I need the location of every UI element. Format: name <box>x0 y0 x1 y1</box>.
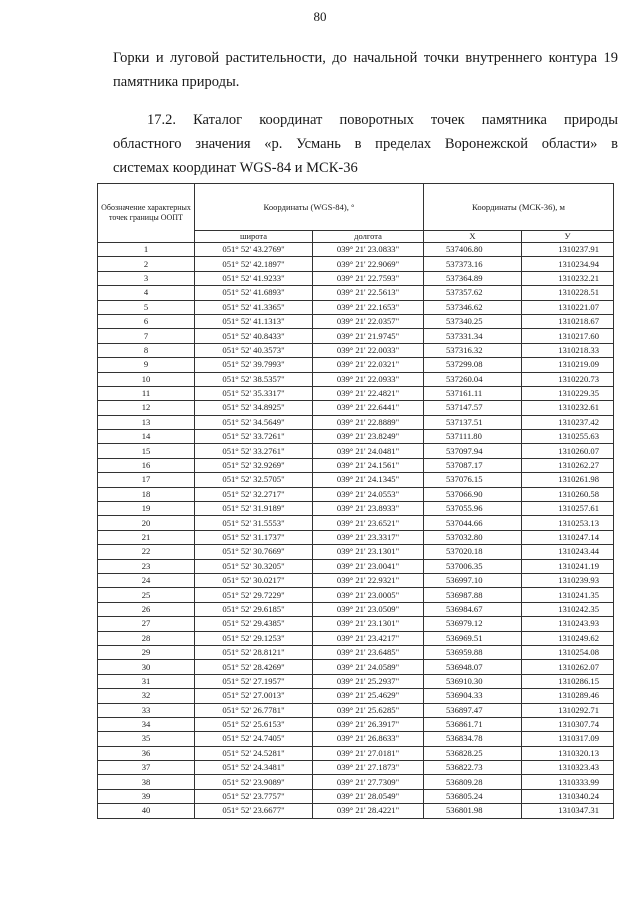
point-number-cell: 27 <box>98 617 195 631</box>
point-number-cell: 7 <box>98 329 195 343</box>
point-number-cell: 19 <box>98 502 195 516</box>
point-number-cell: 1 <box>98 243 195 257</box>
x-cell: 537373.16 <box>424 257 522 271</box>
table-row <box>98 732 614 746</box>
longitude-cell: 039° 21' 24.1561" <box>313 458 424 472</box>
latitude-cell: 051° 52' 29.7229" <box>195 588 313 602</box>
x-cell: 537346.62 <box>424 300 522 314</box>
y-cell: 1310333.99 <box>522 775 614 789</box>
y-cell: 1310347.31 <box>522 804 614 818</box>
point-number-cell: 20 <box>98 516 195 530</box>
y-cell: 1310237.42 <box>522 415 614 429</box>
x-cell: 537032.80 <box>424 530 522 544</box>
longitude-cell: 039° 21' 23.1301" <box>313 545 424 559</box>
point-number-cell: 4 <box>98 286 195 300</box>
point-number-cell: 18 <box>98 487 195 501</box>
latitude-cell: 051° 52' 35.3317" <box>195 386 313 400</box>
y-cell: 1310249.62 <box>522 631 614 645</box>
table-row <box>98 588 614 602</box>
section-heading <box>113 108 618 180</box>
table-row <box>98 545 614 559</box>
table-row <box>98 271 614 285</box>
longitude-cell: 039° 21' 23.8933" <box>313 502 424 516</box>
table-row <box>98 804 614 818</box>
table-row <box>98 473 614 487</box>
table-row <box>98 343 614 357</box>
x-cell: 537044.66 <box>424 516 522 530</box>
x-cell: 536979.12 <box>424 617 522 631</box>
x-cell: 537340.25 <box>424 314 522 328</box>
point-number-cell: 8 <box>98 343 195 357</box>
longitude-cell: 039° 21' 27.1873" <box>313 761 424 775</box>
latitude-cell: 051° 52' 24.5281" <box>195 746 313 760</box>
longitude-cell: 039° 21' 26.8633" <box>313 732 424 746</box>
point-number-cell: 36 <box>98 746 195 760</box>
latitude-cell: 051° 52' 29.1253" <box>195 631 313 645</box>
point-number-cell: 34 <box>98 717 195 731</box>
latitude-cell: 051° 52' 43.2769" <box>195 243 313 257</box>
longitude-cell: 039° 21' 23.6521" <box>313 516 424 530</box>
table-header-row <box>98 184 614 231</box>
point-number-cell: 35 <box>98 732 195 746</box>
y-cell: 1310261.98 <box>522 473 614 487</box>
x-cell: 537299.08 <box>424 358 522 372</box>
x-cell: 536897.47 <box>424 703 522 717</box>
y-cell: 1310257.61 <box>522 502 614 516</box>
latitude-cell: 051° 52' 29.4385" <box>195 617 313 631</box>
latitude-cell: 051° 52' 23.7757" <box>195 789 313 803</box>
x-cell: 537076.15 <box>424 473 522 487</box>
table-row <box>98 689 614 703</box>
table-row <box>98 559 614 573</box>
table-row <box>98 257 614 271</box>
longitude-cell: 039° 21' 23.6485" <box>313 645 424 659</box>
latitude-cell: 051° 52' 38.5357" <box>195 372 313 386</box>
point-number-cell: 12 <box>98 401 195 415</box>
x-cell: 537331.34 <box>424 329 522 343</box>
latitude-cell: 051° 52' 23.6677" <box>195 804 313 818</box>
table-row <box>98 631 614 645</box>
longitude-cell: 039° 21' 27.7309" <box>313 775 424 789</box>
y-cell: 1310232.21 <box>522 271 614 285</box>
latitude-cell: 051° 52' 23.9089" <box>195 775 313 789</box>
longitude-cell: 039° 21' 24.0553" <box>313 487 424 501</box>
x-cell: 537147.57 <box>424 401 522 415</box>
longitude-cell: 039° 21' 28.4221" <box>313 804 424 818</box>
latitude-cell: 051° 52' 39.7993" <box>195 358 313 372</box>
point-number-cell: 37 <box>98 761 195 775</box>
x-cell: 536987.88 <box>424 588 522 602</box>
table-row <box>98 286 614 300</box>
x-cell: 536822.73 <box>424 761 522 775</box>
table-row <box>98 372 614 386</box>
table-row <box>98 444 614 458</box>
header-point-designation: Обозначение характерных точек границы ООПТ <box>98 184 195 243</box>
x-cell: 536948.07 <box>424 660 522 674</box>
table-row <box>98 401 614 415</box>
x-cell: 536828.25 <box>424 746 522 760</box>
table-row <box>98 487 614 501</box>
longitude-cell: 039° 21' 22.1653" <box>313 300 424 314</box>
longitude-cell: 039° 21' 23.0833" <box>313 243 424 257</box>
x-cell: 537260.04 <box>424 372 522 386</box>
table-row <box>98 761 614 775</box>
y-cell: 1310255.63 <box>522 430 614 444</box>
table-row <box>98 602 614 616</box>
latitude-cell: 051° 52' 41.9233" <box>195 271 313 285</box>
intro-paragraph <box>113 46 618 94</box>
longitude-cell: 039° 21' 23.8249" <box>313 430 424 444</box>
longitude-cell: 039° 21' 23.0005" <box>313 588 424 602</box>
y-cell: 1310289.46 <box>522 689 614 703</box>
y-cell: 1310286.15 <box>522 674 614 688</box>
table-row <box>98 617 614 631</box>
table-row <box>98 789 614 803</box>
latitude-cell: 051° 52' 31.9189" <box>195 502 313 516</box>
y-cell: 1310229.35 <box>522 386 614 400</box>
latitude-cell: 051° 52' 25.6153" <box>195 717 313 731</box>
longitude-cell: 039° 21' 24.0589" <box>313 660 424 674</box>
point-number-cell: 15 <box>98 444 195 458</box>
point-number-cell: 26 <box>98 602 195 616</box>
point-number-cell: 32 <box>98 689 195 703</box>
table-row <box>98 300 614 314</box>
y-cell: 1310254.08 <box>522 645 614 659</box>
latitude-cell: 051° 52' 31.1737" <box>195 530 313 544</box>
y-cell: 1310292.71 <box>522 703 614 717</box>
point-number-cell: 25 <box>98 588 195 602</box>
point-number-cell: 13 <box>98 415 195 429</box>
table-row <box>98 746 614 760</box>
latitude-cell: 051° 52' 30.7669" <box>195 545 313 559</box>
x-cell: 537316.32 <box>424 343 522 357</box>
table-row <box>98 674 614 688</box>
point-number-cell: 14 <box>98 430 195 444</box>
longitude-cell: 039° 21' 22.5613" <box>313 286 424 300</box>
x-cell: 537097.94 <box>424 444 522 458</box>
y-cell: 1310237.91 <box>522 243 614 257</box>
point-number-cell: 9 <box>98 358 195 372</box>
y-cell: 1310241.19 <box>522 559 614 573</box>
latitude-cell: 051° 52' 34.5649" <box>195 415 313 429</box>
longitude-cell: 039° 21' 23.4217" <box>313 631 424 645</box>
point-number-cell: 22 <box>98 545 195 559</box>
point-number-cell: 29 <box>98 645 195 659</box>
y-cell: 1310242.35 <box>522 602 614 616</box>
latitude-cell: 051° 52' 28.4269" <box>195 660 313 674</box>
longitude-cell: 039° 21' 22.7593" <box>313 271 424 285</box>
latitude-cell: 051° 52' 29.6185" <box>195 602 313 616</box>
latitude-cell: 051° 52' 41.6893" <box>195 286 313 300</box>
x-cell: 537137.51 <box>424 415 522 429</box>
x-cell: 537161.11 <box>424 386 522 400</box>
header-latitude: широта <box>195 231 313 243</box>
latitude-cell: 051° 52' 40.8433" <box>195 329 313 343</box>
y-cell: 1310218.67 <box>522 314 614 328</box>
x-cell: 536834.78 <box>424 732 522 746</box>
latitude-cell: 051° 52' 42.1897" <box>195 257 313 271</box>
x-cell: 537111.80 <box>424 430 522 444</box>
table-row <box>98 458 614 472</box>
longitude-cell: 039° 21' 22.0033" <box>313 343 424 357</box>
longitude-cell: 039° 21' 24.0481" <box>313 444 424 458</box>
longitude-cell: 039° 21' 25.6285" <box>313 703 424 717</box>
x-cell: 536969.51 <box>424 631 522 645</box>
header-msk36: Координаты (МСК-36), м <box>424 184 614 231</box>
latitude-cell: 051° 52' 34.8925" <box>195 401 313 415</box>
point-number-cell: 10 <box>98 372 195 386</box>
y-cell: 1310218.33 <box>522 343 614 357</box>
header-longitude: долгота <box>313 231 424 243</box>
latitude-cell: 051° 52' 27.0013" <box>195 689 313 703</box>
y-cell: 1310239.93 <box>522 573 614 587</box>
table-row <box>98 243 614 257</box>
y-cell: 1310243.44 <box>522 545 614 559</box>
longitude-cell: 039° 21' 27.0181" <box>313 746 424 760</box>
y-cell: 1310243.93 <box>522 617 614 631</box>
point-number-cell: 16 <box>98 458 195 472</box>
latitude-cell: 051° 52' 41.3365" <box>195 300 313 314</box>
x-cell: 537055.96 <box>424 502 522 516</box>
longitude-cell: 039° 21' 23.1301" <box>313 617 424 631</box>
table-row <box>98 645 614 659</box>
table-row <box>98 386 614 400</box>
latitude-cell: 051° 52' 32.5705" <box>195 473 313 487</box>
y-cell: 1310232.61 <box>522 401 614 415</box>
point-number-cell: 40 <box>98 804 195 818</box>
latitude-cell: 051° 52' 28.8121" <box>195 645 313 659</box>
y-cell: 1310228.51 <box>522 286 614 300</box>
latitude-cell: 051° 52' 31.5553" <box>195 516 313 530</box>
latitude-cell: 051° 52' 33.7261" <box>195 430 313 444</box>
intro-line-1: Горки и луговой растительности, до начальной точки внутреннего контура 19 <box>113 50 618 66</box>
table-row <box>98 314 614 328</box>
section-line-2: областного значения «р. Усмань в пределах Воронежской области» в <box>113 136 618 152</box>
latitude-cell: 051° 52' 32.2717" <box>195 487 313 501</box>
x-cell: 536861.71 <box>424 717 522 731</box>
x-cell: 537087.17 <box>424 458 522 472</box>
longitude-cell: 039° 21' 22.4821" <box>313 386 424 400</box>
longitude-cell: 039° 21' 22.9069" <box>313 257 424 271</box>
y-cell: 1310262.07 <box>522 660 614 674</box>
latitude-cell: 051° 52' 27.1957" <box>195 674 313 688</box>
point-number-cell: 11 <box>98 386 195 400</box>
y-cell: 1310262.27 <box>522 458 614 472</box>
table-row <box>98 775 614 789</box>
header-wgs84: Координаты (WGS-84), ° <box>195 184 424 231</box>
point-number-cell: 39 <box>98 789 195 803</box>
latitude-cell: 051° 52' 33.2761" <box>195 444 313 458</box>
latitude-cell: 051° 52' 32.9269" <box>195 458 313 472</box>
table-row <box>98 717 614 731</box>
y-cell: 1310323.43 <box>522 761 614 775</box>
latitude-cell: 051° 52' 30.3205" <box>195 559 313 573</box>
longitude-cell: 039° 21' 28.0549" <box>313 789 424 803</box>
y-cell: 1310307.74 <box>522 717 614 731</box>
longitude-cell: 039° 21' 23.3317" <box>313 530 424 544</box>
longitude-cell: 039° 21' 22.0933" <box>313 372 424 386</box>
table-row <box>98 703 614 717</box>
longitude-cell: 039° 21' 22.8889" <box>313 415 424 429</box>
table-row <box>98 530 614 544</box>
y-cell: 1310320.13 <box>522 746 614 760</box>
table-row <box>98 573 614 587</box>
table-row <box>98 502 614 516</box>
longitude-cell: 039° 21' 22.9321" <box>313 573 424 587</box>
point-number-cell: 23 <box>98 559 195 573</box>
table-row <box>98 430 614 444</box>
longitude-cell: 039° 21' 23.0041" <box>313 559 424 573</box>
latitude-cell: 051° 52' 26.7781" <box>195 703 313 717</box>
longitude-cell: 039° 21' 23.0509" <box>313 602 424 616</box>
table-row <box>98 415 614 429</box>
point-number-cell: 28 <box>98 631 195 645</box>
intro-line-2: памятника природы. <box>113 74 240 90</box>
y-cell: 1310221.07 <box>522 300 614 314</box>
point-number-cell: 3 <box>98 271 195 285</box>
x-cell: 537006.35 <box>424 559 522 573</box>
y-cell: 1310260.07 <box>522 444 614 458</box>
latitude-cell: 051° 52' 24.7405" <box>195 732 313 746</box>
longitude-cell: 039° 21' 21.9745" <box>313 329 424 343</box>
y-cell: 1310247.14 <box>522 530 614 544</box>
coordinates-table <box>97 183 614 819</box>
latitude-cell: 051° 52' 41.1313" <box>195 314 313 328</box>
longitude-cell: 039° 21' 22.0357" <box>313 314 424 328</box>
latitude-cell: 051° 52' 24.3481" <box>195 761 313 775</box>
x-cell: 536997.10 <box>424 573 522 587</box>
table-row <box>98 329 614 343</box>
y-cell: 1310340.24 <box>522 789 614 803</box>
point-number-cell: 24 <box>98 573 195 587</box>
point-number-cell: 38 <box>98 775 195 789</box>
point-number-cell: 31 <box>98 674 195 688</box>
longitude-cell: 039° 21' 25.4629" <box>313 689 424 703</box>
x-cell: 536805.24 <box>424 789 522 803</box>
longitude-cell: 039° 21' 26.3917" <box>313 717 424 731</box>
x-cell: 536809.28 <box>424 775 522 789</box>
x-cell: 537357.62 <box>424 286 522 300</box>
x-cell: 536984.67 <box>424 602 522 616</box>
section-line-1: 17.2. Каталог координат поворотных точек памятника природы <box>147 112 618 128</box>
x-cell: 537066.90 <box>424 487 522 501</box>
x-cell: 536801.98 <box>424 804 522 818</box>
x-cell: 536904.33 <box>424 689 522 703</box>
page-number: 80 <box>313 9 327 24</box>
longitude-cell: 039° 21' 24.1345" <box>313 473 424 487</box>
point-number-cell: 2 <box>98 257 195 271</box>
header-x: X <box>424 231 522 243</box>
y-cell: 1310253.13 <box>522 516 614 530</box>
point-number-cell: 6 <box>98 314 195 328</box>
y-cell: 1310234.94 <box>522 257 614 271</box>
point-number-cell: 5 <box>98 300 195 314</box>
point-number-cell: 17 <box>98 473 195 487</box>
latitude-cell: 051° 52' 40.3573" <box>195 343 313 357</box>
y-cell: 1310217.60 <box>522 329 614 343</box>
table-row <box>98 660 614 674</box>
longitude-cell: 039° 21' 22.0321" <box>313 358 424 372</box>
section-line-3: системах координат WGS-84 и МСК-36 <box>113 160 358 176</box>
y-cell: 1310241.35 <box>522 588 614 602</box>
y-cell: 1310260.58 <box>522 487 614 501</box>
table-row <box>98 516 614 530</box>
y-cell: 1310220.73 <box>522 372 614 386</box>
x-cell: 536959.88 <box>424 645 522 659</box>
y-cell: 1310317.09 <box>522 732 614 746</box>
x-cell: 537364.89 <box>424 271 522 285</box>
point-number-cell: 33 <box>98 703 195 717</box>
longitude-cell: 039° 21' 22.6441" <box>313 401 424 415</box>
point-number-cell: 30 <box>98 660 195 674</box>
latitude-cell: 051° 52' 30.0217" <box>195 573 313 587</box>
x-cell: 537406.80 <box>424 243 522 257</box>
x-cell: 537020.18 <box>424 545 522 559</box>
y-cell: 1310219.09 <box>522 358 614 372</box>
table-row <box>98 358 614 372</box>
longitude-cell: 039° 21' 25.2937" <box>313 674 424 688</box>
x-cell: 536910.30 <box>424 674 522 688</box>
point-number-cell: 21 <box>98 530 195 544</box>
header-y: У <box>522 231 614 243</box>
table-body <box>98 243 614 819</box>
